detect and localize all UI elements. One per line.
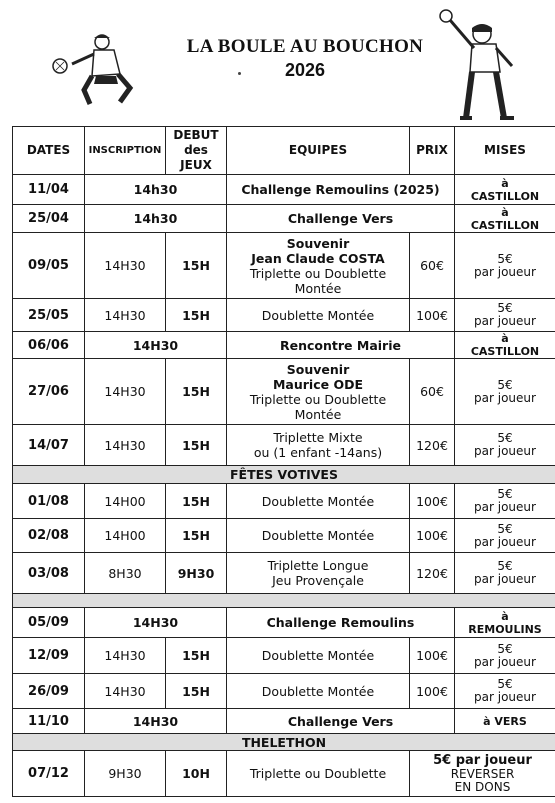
table-row (13, 484, 555, 519)
table-row (13, 233, 555, 299)
row-equipe: Doublette Montée (227, 674, 410, 709)
header-prix: PRIX (410, 127, 455, 175)
row-mises: à CASTILLON (455, 175, 555, 205)
table-row (13, 519, 555, 553)
row-mises: 5€ par joueur (455, 233, 555, 299)
row-date: 05/09 (13, 608, 85, 638)
row-debut: 9H30 (166, 553, 227, 594)
page-title: LA BOULE AU BOUCHON (186, 36, 424, 57)
row-prix: 100€ (410, 299, 455, 332)
row-time: 14h30 (85, 175, 227, 205)
row-inscription: 14H30 (85, 674, 166, 709)
row-equipe: Triplette Longue Jeu Provençale (227, 553, 410, 594)
row-equipe-title: Souvenir Maurice ODE (272, 361, 363, 392)
row-debut: 15H (166, 299, 227, 332)
page-header (0, 0, 555, 125)
table-row (13, 674, 555, 709)
section-separator-fetes-votives (13, 466, 555, 484)
row-mises: 5€ par joueur (455, 359, 555, 425)
row-equipe (227, 233, 410, 299)
row-equipe: Challenge Vers (227, 709, 455, 734)
header-debut: DEBUT des JEUX (166, 127, 227, 175)
table-header-row (13, 127, 555, 175)
row-prix: 100€ (410, 519, 455, 553)
row-inscription: 14H00 (85, 484, 166, 519)
row-mises: 5€ par joueur (455, 484, 555, 519)
row-mises: à CASTILLON (455, 332, 555, 359)
row-mises: 5€ par joueur (455, 553, 555, 594)
row-inscription: 14H30 (85, 425, 166, 466)
row-date: 12/09 (13, 638, 85, 674)
row-prix-mises (410, 751, 555, 797)
row-debut: 15H (166, 359, 227, 425)
row-debut: 15H (166, 638, 227, 674)
row-debut: 15H (166, 484, 227, 519)
row-equipe-detail: Triplette ou Doublette Montée (249, 391, 387, 422)
row-prix: 100€ (410, 484, 455, 519)
row-prix: 120€ (410, 553, 455, 594)
decorative-dot (238, 72, 241, 75)
table-row (13, 299, 555, 332)
row-date: 14/07 (13, 425, 85, 466)
row-prix: 60€ (410, 359, 455, 425)
row-equipe: Challenge Remoulins (2025) (227, 175, 455, 205)
row-mises: 5€ par joueur (455, 519, 555, 553)
row-prix: 100€ (410, 638, 455, 674)
schedule-table (12, 126, 555, 797)
row-date: 25/05 (13, 299, 85, 332)
petanque-player-left-illustration (48, 30, 148, 110)
row-debut: 15H (166, 425, 227, 466)
row-prix: 100€ (410, 674, 455, 709)
row-equipe: Challenge Remoulins (227, 608, 455, 638)
section-title: THELETHON (13, 734, 555, 751)
row-inscription: 14H00 (85, 519, 166, 553)
table-row (13, 608, 555, 638)
row-equipe: Triplette Mixte ou (1 enfant -14ans) (227, 425, 410, 466)
row-mises: à CASTILLON (455, 205, 555, 233)
row-prix: 60€ (410, 233, 455, 299)
section-separator-blank (13, 594, 555, 608)
table-row (13, 205, 555, 233)
row-equipe: Doublette Montée (227, 638, 410, 674)
row-inscription: 14H30 (85, 299, 166, 332)
row-equipe: Triplette ou Doublette (227, 751, 410, 797)
row-prix: 120€ (410, 425, 455, 466)
row-date: 25/04 (13, 205, 85, 233)
row-time: 14h30 (85, 205, 227, 233)
row-mises: 5€ par joueur (455, 299, 555, 332)
row-date: 27/06 (13, 359, 85, 425)
row-date: 26/09 (13, 674, 85, 709)
row-equipe-detail: Triplette ou Doublette Montée (249, 265, 387, 296)
row-date: 11/04 (13, 175, 85, 205)
row-debut: 15H (166, 519, 227, 553)
row-equipe-title: Souvenir Jean Claude COSTA (251, 235, 385, 266)
row-equipe: Doublette Montée (227, 484, 410, 519)
row-time: 14H30 (85, 332, 227, 359)
row-inscription: 14H30 (85, 359, 166, 425)
row-inscription: 14H30 (85, 233, 166, 299)
row-mises: à VERS (455, 709, 555, 734)
row-date: 03/08 (13, 553, 85, 594)
row-equipe: Challenge Vers (227, 205, 455, 233)
row-date: 02/08 (13, 519, 85, 553)
page-year: 2026 (284, 60, 326, 80)
row-debut: 15H (166, 233, 227, 299)
row-date: 11/10 (13, 709, 85, 734)
row-prix-mises-title: 5€ par joueur (433, 753, 532, 768)
row-inscription: 8H30 (85, 553, 166, 594)
section-title: FÊTES VOTIVES (13, 466, 555, 484)
row-debut: 15H (166, 674, 227, 709)
row-mises: 5€ par joueur (455, 638, 555, 674)
row-equipe (227, 359, 410, 425)
header-inscription: INSCRIPTION (85, 127, 166, 175)
row-date: 09/05 (13, 233, 85, 299)
table-row (13, 332, 555, 359)
row-mises: à REMOULINS (455, 608, 555, 638)
table-row (13, 425, 555, 466)
row-date: 06/06 (13, 332, 85, 359)
row-equipe: Doublette Montée (227, 519, 410, 553)
table-row (13, 175, 555, 205)
table-row (13, 638, 555, 674)
row-equipe: Rencontre Mairie (227, 332, 455, 359)
header-mises: MISES (455, 127, 555, 175)
row-inscription: 14H30 (85, 638, 166, 674)
row-mises: 5€ par joueur (455, 425, 555, 466)
row-time: 14H30 (85, 608, 227, 638)
row-date: 07/12 (13, 751, 85, 797)
row-mises: 5€ par joueur (455, 674, 555, 709)
row-inscription: 9H30 (85, 751, 166, 797)
row-debut: 10H (166, 751, 227, 797)
section-separator-thelethon (13, 734, 555, 751)
header-equipes: EQUIPES (227, 127, 410, 175)
table-row (13, 709, 555, 734)
table-row (13, 359, 555, 425)
row-equipe: Doublette Montée (227, 299, 410, 332)
row-time: 14H30 (85, 709, 227, 734)
table-row (13, 751, 555, 797)
header-dates: DATES (13, 127, 85, 175)
section-title (13, 594, 555, 608)
row-prix-mises-detail: REVERSER EN DONS (450, 767, 515, 794)
row-date: 01/08 (13, 484, 85, 519)
table-row (13, 553, 555, 594)
